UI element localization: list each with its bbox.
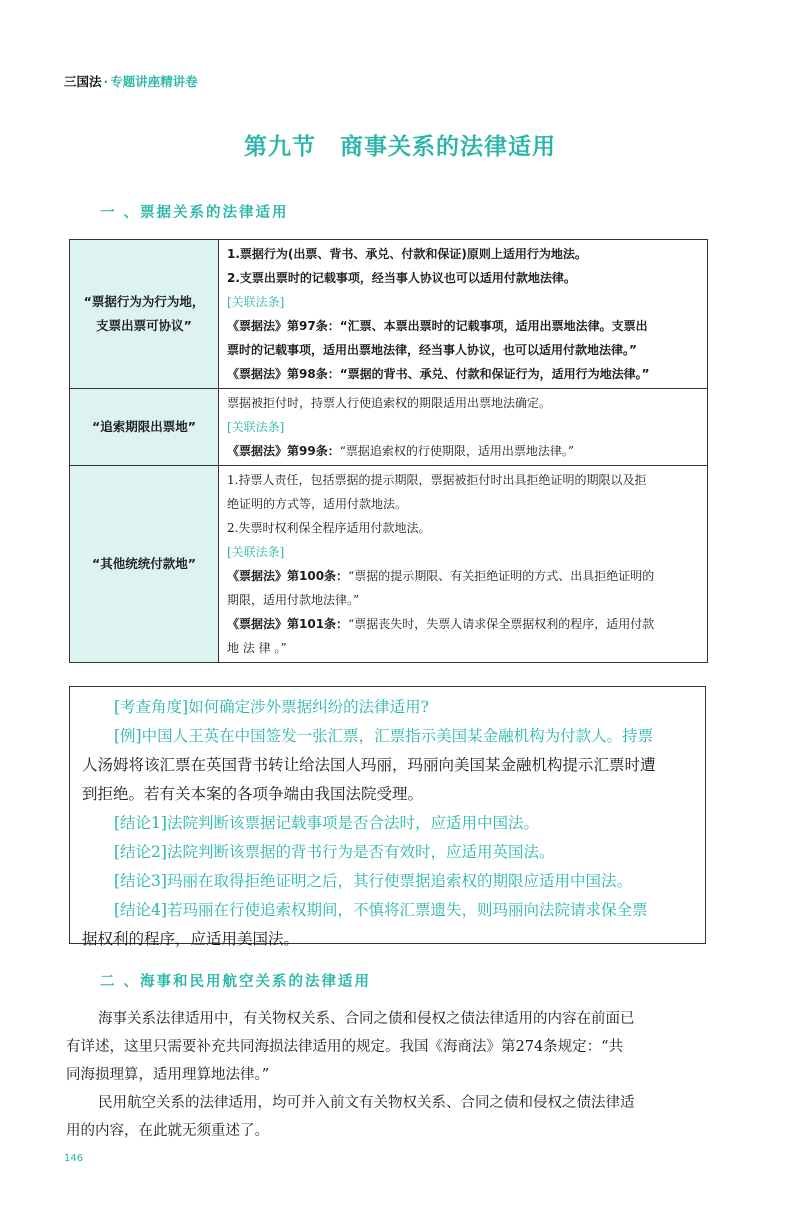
row-label-line: “追索期限出票地”: [92, 419, 196, 434]
law-article-ref: 《票据法》第100条：: [227, 569, 349, 583]
row-label: [70, 466, 219, 663]
row-content: [219, 389, 708, 466]
rule-line: 《票据法》第98条：“票据的背书、承兑、付款和保证行为，适用行为地法律。”: [227, 367, 650, 381]
case-text: 人汤姆将该汇票在英国背书转让给法国人玛丽，玛丽向美国某金融机构提示汇票时遭: [82, 756, 656, 774]
row-label: [70, 240, 219, 389]
case-text: [考查角度]如何确定涉外票据纠纷的法律适用?: [114, 698, 429, 716]
row-content: [219, 466, 708, 663]
case-line: [82, 751, 705, 780]
case-line: [82, 693, 705, 722]
row-label: [70, 389, 219, 466]
paragraph-line: 海事关系法律适用中，有关物权关系、合同之债和侵权之债法律适用的内容在前面已: [98, 1011, 635, 1027]
page-title: 第九节 商事关系的法律适用: [244, 134, 556, 160]
row-label-line: 支票出票可协议”: [96, 318, 192, 333]
law-article-text: “票据的提示期限、有关拒绝证明的方式、出具拒绝证明的: [348, 569, 655, 583]
case-line: [82, 838, 705, 867]
case-line: [82, 896, 705, 925]
law-article-line: [227, 612, 701, 636]
case-line: [82, 867, 705, 896]
law-article-text: “票据丧失时，失票人请求保全票据权利的程序，适用付款: [348, 617, 655, 631]
rule-line: 票据被拒付时，持票人行使追索权的期限适用出票地法确定。: [227, 396, 552, 410]
rule-line: 2.失票时权利保全程序适用付款地法。: [227, 521, 431, 535]
header-separator: ·: [103, 74, 109, 89]
paragraph-line: 用的内容，在此就无须重述了。: [66, 1123, 269, 1139]
table-row: [70, 466, 708, 663]
table-row: [70, 389, 708, 466]
law-article-line: [227, 564, 701, 588]
law-article-ref: 《票据法》第99条：: [227, 444, 340, 458]
paragraph-line: 同海损理算，适用理算地法律。”: [66, 1067, 270, 1083]
law-article-text: “票据追索权的行使期限，适用出票地法律。”: [339, 444, 574, 458]
related-law-tag: [关联法条]: [227, 545, 285, 559]
rule-line: 票时的记载事项，适用出票地法律，经当事人协议，也可以适用付款地法律。”: [227, 343, 637, 357]
rule-line: 《票据法》第97条：“汇票、本票出票时的记载事项，适用出票地法律。支票出: [227, 319, 648, 333]
paragraph-line: 民用航空关系的法律适用，均可并入前文有关物权关系、合同之债和侵权之债法律适: [98, 1095, 635, 1111]
section-heading-bills: 一 、票据关系的法律适用: [100, 205, 289, 221]
row-label-line: “票据行为为行为地，: [83, 294, 205, 309]
case-line: [82, 722, 705, 751]
row-label-line: “其他统统付款地”: [92, 556, 196, 571]
paragraph-line: 有详述，这里只需要补充共同海损法律适用的规定。我国《海商法》第274条规定：“共: [66, 1039, 624, 1055]
header-series-name: 专题讲座精讲卷: [110, 74, 198, 89]
maritime-body-text: [66, 1005, 718, 1145]
rule-line: 绝证明的方式等，适用付款地法。: [227, 497, 408, 511]
case-line: [82, 780, 705, 809]
page-number: 146: [64, 1153, 84, 1164]
rule-line: 地 法 律 。”: [227, 641, 287, 655]
case-text: [结论2]法院判断该票据的背书行为是否有效时，应适用英国法。: [114, 843, 555, 861]
row-content: [219, 240, 708, 389]
related-law-tag: [关联法条]: [227, 295, 285, 309]
case-line: [82, 925, 705, 954]
case-text: 到拒绝。若有关本案的各项争端由我国法院受理。: [82, 785, 424, 803]
case-line: [82, 809, 705, 838]
rule-line: 1.票据行为(出票、背书、承兑、付款和保证)原则上适用行为地法。: [227, 247, 587, 261]
running-header: [64, 72, 198, 90]
section-heading-maritime: 二 、海事和民用航空关系的法律适用: [100, 974, 372, 990]
case-example-box: [69, 686, 706, 948]
law-article-ref: 《票据法》第101条：: [227, 617, 349, 631]
header-book-name: 三国法: [64, 74, 102, 89]
related-law-tag: [关联法条]: [227, 420, 285, 434]
rule-line: 期限，适用付款地法律。”: [227, 593, 360, 607]
table-row: [70, 240, 708, 389]
case-text: [结论1]法院判断该票据记载事项是否合法时，应适用中国法。: [114, 814, 539, 832]
case-text: [例]中国人王英在中国签发一张汇票，汇票指示美国某金融机构为付款人。持票: [114, 727, 654, 745]
rule-line: 1.持票人责任，包括票据的提示期限，票据被拒付时出具拒绝证明的期限以及拒: [227, 473, 647, 487]
case-text: [结论4]若玛丽在行使追索权期间，不慎将汇票遗失，则玛丽向法院请求保全票: [114, 901, 648, 919]
bill-law-table: [69, 239, 708, 663]
case-text: [结论3]玛丽在取得拒绝证明之后，其行使票据追索权的期限应适用中国法。: [114, 872, 632, 890]
law-article-line: [227, 439, 701, 463]
case-text: 据权利的程序，应适用美国法。: [82, 930, 300, 948]
rule-line: 2.支票出票时的记载事项，经当事人协议也可以适用付款地法律。: [227, 271, 576, 285]
